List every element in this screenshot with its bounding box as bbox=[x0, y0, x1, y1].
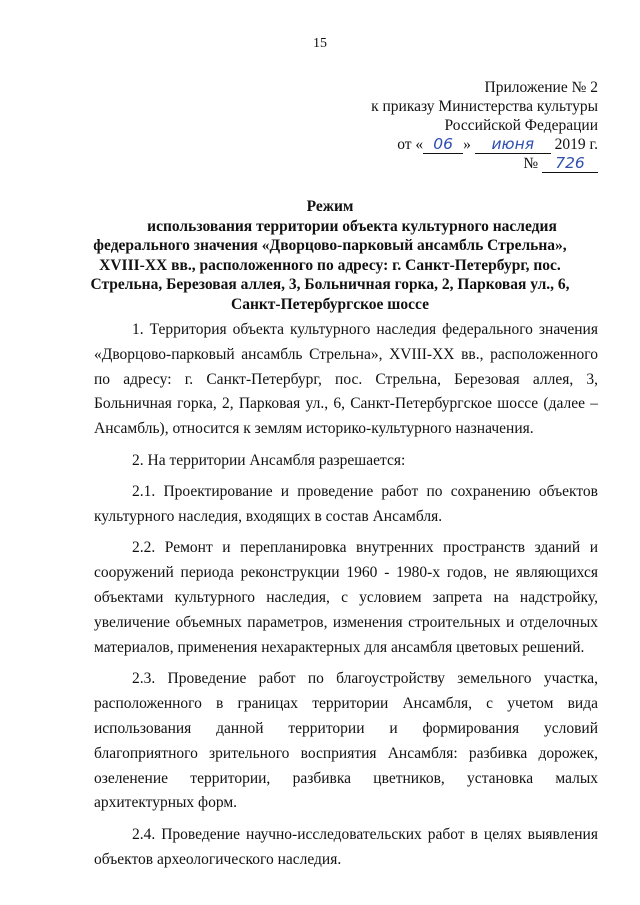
document-body bbox=[94, 318, 598, 880]
handwritten-day: 06 bbox=[423, 136, 463, 154]
appendix-order-ref: к приказу Министерства культуры bbox=[371, 98, 598, 115]
page-number: 15 bbox=[313, 36, 327, 51]
appendix-ministry: Российской Федерации bbox=[444, 117, 598, 134]
date-prefix: от « bbox=[397, 136, 424, 153]
title-line-3: федерального значения «Дворцово-парковый ансамбль Стрельна», bbox=[93, 237, 567, 254]
title-line-4: XVIII-XX вв., расположенного по адресу: г. Санкт-Петербург, пос. bbox=[99, 256, 561, 274]
appendix-number-line bbox=[371, 154, 598, 173]
paragraph-2-2: 2.2. Ремонт и перепланировка внутренних пространств зданий и сооружений периода реконструкции 1960 - 1980-х годов, не являющихся объектами культурного наследия, с условием запрета на надстройку, увеличение объемных параметров, изменения строительных и отделочных материалов, применения нехарактерных для ансамбля цветовых решений. bbox=[94, 539, 598, 656]
date-year: 2019 г. bbox=[554, 136, 598, 153]
document-title bbox=[60, 197, 600, 314]
handwritten-month: июня bbox=[475, 136, 551, 154]
date-mid: » bbox=[463, 136, 471, 153]
paragraph-2: 2. На территории Ансамбля разрешается: bbox=[132, 451, 406, 469]
paragraph-2-4: 2.4. Проведение научно-исследовательских работ в целях выявления объектов археологического наследия. bbox=[94, 826, 598, 868]
title-line-1: Режим bbox=[306, 198, 354, 215]
handwritten-number: 726 bbox=[542, 155, 598, 173]
title-line-2: использования территории объекта культурного наследия bbox=[147, 217, 557, 235]
paragraph-2-3: 2.3. Проведение работ по благоустройству земельного участка, расположенного в границах территории Ансамбля, с учетом вида использования данной территории и формирования условий благоприятного зрительного восприятия Ансамбля: разбивка дорожек, озеленение территории, разбивка цветников, установка малых архитектурных форм. bbox=[94, 670, 598, 812]
appendix-title: Приложение № 2 bbox=[484, 79, 598, 96]
appendix-header bbox=[371, 78, 598, 173]
number-prefix: № bbox=[523, 155, 539, 172]
paragraph-2-1: 2.1. Проектирование и проведение работ по сохранению объектов культурного наследия, входящих в состав Ансамбля. bbox=[94, 482, 598, 525]
appendix-date-line bbox=[371, 135, 598, 154]
title-line-6: Санкт-Петербургское шоссе bbox=[231, 295, 429, 313]
paragraph-1: 1. Территория объекта культурного наследия федерального значения «Дворцово-парковый ансамбль Стрельна», XVIII-XX вв., расположенного по адресу: г. Санкт-Петербург, пос. Стрельна, Березовая аллея, 3, Больничная горка, 2, Парковая ул., 6, Санкт-Петербургское шоссе (далее – Ансамбль), относится к землям историко-культурного назначения. bbox=[94, 321, 598, 438]
title-line-5: Стрельна, Березовая аллея, 3, Больничная горка, 2, Парковая ул., 6, bbox=[90, 276, 570, 293]
